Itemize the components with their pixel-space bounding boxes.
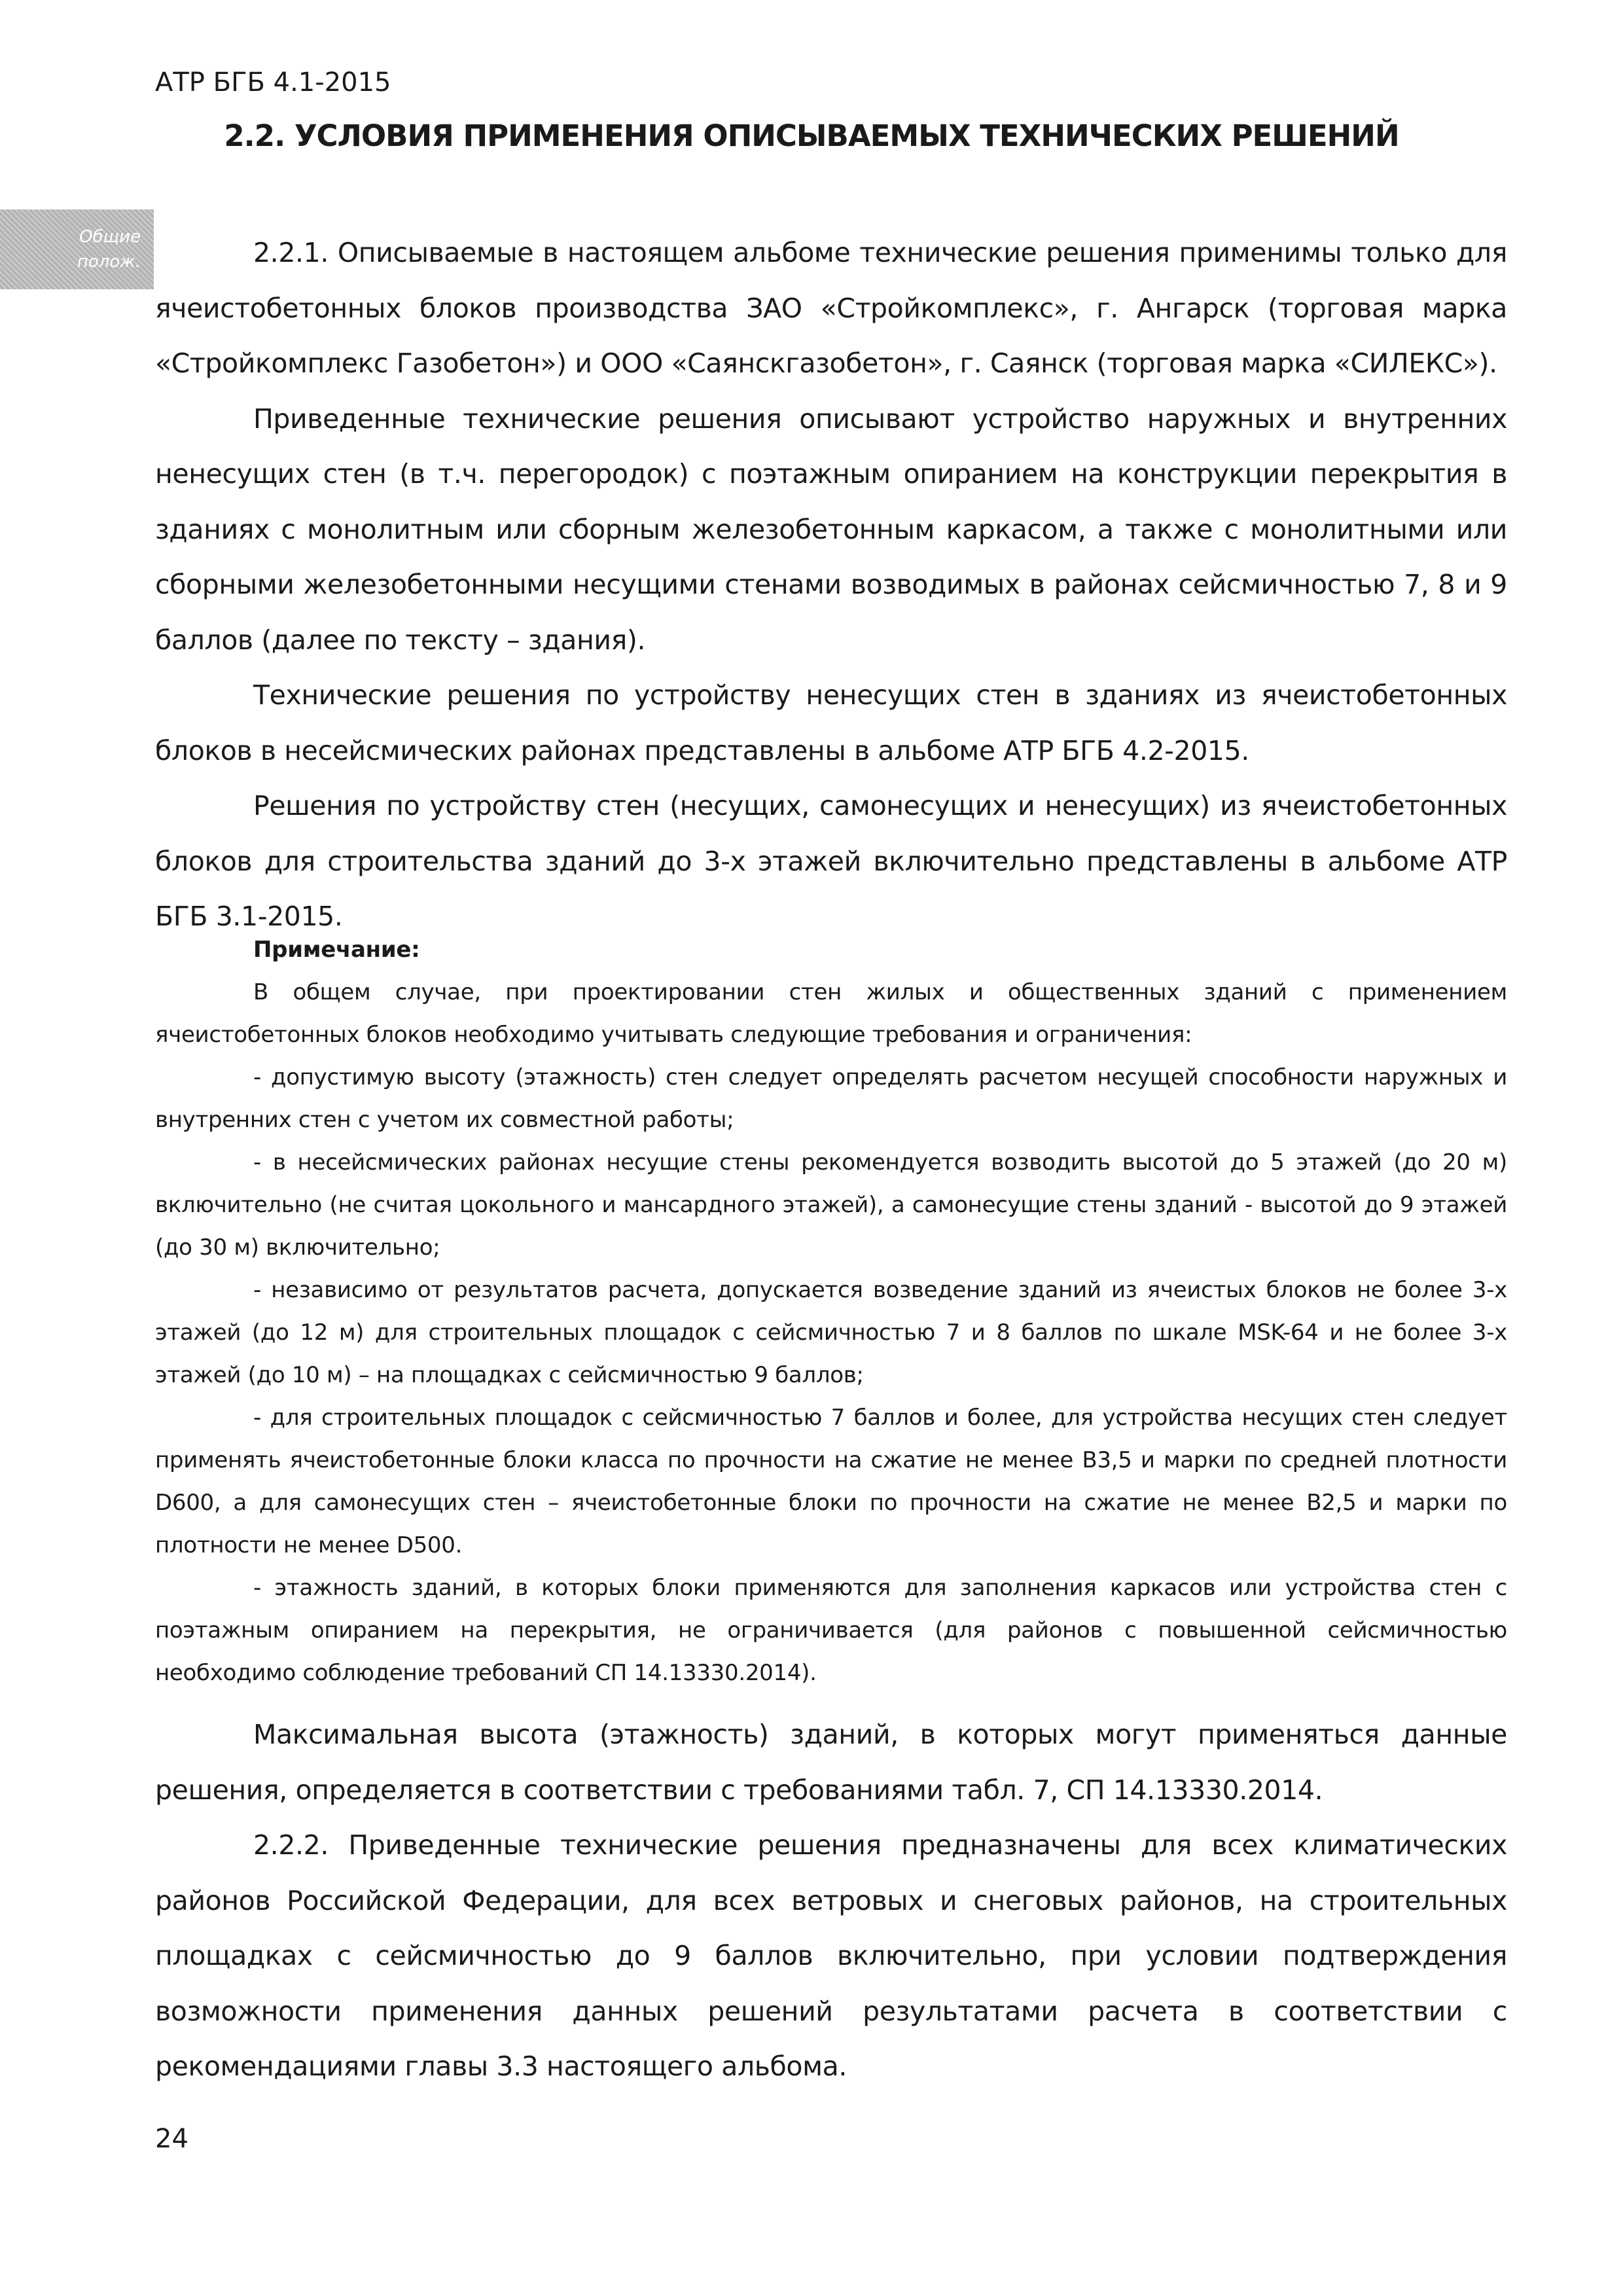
note-item: - допустимую высоту (этажность) стен следует определять расчетом несущей способности наружных и внутренних стен с учетом их совместной работы;	[155, 1064, 1507, 1133]
side-tab-line-1: Общие	[79, 227, 141, 247]
paragraph-2-2-1: 2.2.1. Описываемые в настоящем альбоме технические решения применимы только для ячеистобетонных блоков производства ЗАО «Стройкомплекс», г. Ангарск (торговая марка «Стройкомплекс Газобетон») и ООО «Саянскгазобетон», г. Саянск (торговая марка «СИЛЕКС»).	[155, 237, 1507, 379]
document-id: АТР БГБ 4.1-2015	[155, 67, 391, 98]
paragraph-scope: Приведенные технические решения описывают устройство наружных и внутренних ненесущих стен (в т.ч. перегородок) с поэтажным опиранием на конструкции перекрытия в зданиях с монолитным или сборным железобетонным каркасом, а также с монолитными или сборными железобетонными несущими стенами возводимых в районах сейсмичностью 7, 8 и 9 баллов (далее по тексту – здания).	[155, 403, 1507, 656]
note-title: Примечание:	[253, 937, 420, 963]
section-title: 2.2. УСЛОВИЯ ПРИМЕНЕНИЯ ОПИСЫВАЕМЫХ ТЕХНИЧЕСКИХ РЕШЕНИЙ	[224, 118, 1399, 153]
paragraph-max-height: Максимальная высота (этажность) зданий, в которых могут применяться данные решения, определяется в соответствии с требованиями табл. 7, СП 14.13330.2014.	[155, 1719, 1507, 1806]
body-text-lower	[155, 1707, 1507, 2094]
page-number: 24	[155, 2124, 188, 2154]
note-item: - независимо от результатов расчета, допускается возведение зданий из ячеистых блоков не более 3-х этажей (до 12 м) для строительных площадок с сейсмичностью 7 и 8 баллов по шкале MSK-64 и не более 3-х этажей (до 10 м) – на площадках с сейсмичностью 9 баллов;	[155, 1277, 1507, 1388]
paragraph-low-rise-ref: Решения по устройству стен (несущих, самонесущих и ненесущих) из ячеистобетонных блоков для строительства зданий до 3-х этажей включительно представлены в альбоме АТР БГБ 3.1-2015.	[155, 790, 1507, 932]
paragraph-2-2-2: 2.2.2. Приведенные технические решения предназначены для всех климатических районов Российской Федерации, для всех ветровых и снеговых районов, на строительных площадках с сейсмичностью до 9 баллов включительно, при условии подтверждения возможности применения данных решений результатами расчета в соответствии с рекомендациями главы 3.3 настоящего альбома.	[155, 1829, 1507, 2082]
side-tab-line-2: полож.	[77, 252, 141, 272]
note-item: - для строительных площадок с сейсмичностью 7 баллов и более, для устройства несущих стен следует применять ячеистобетонные блоки класса по прочности на сжатие не менее В3,5 и марки по средней плотности D600, а для самонесущих стен – ячеистобетонные блоки по прочности на сжатие не менее В2,5 и марки по плотности не менее D500.	[155, 1405, 1507, 1558]
note-item: - этажность зданий, в которых блоки применяются для заполнения каркасов или устройства стен с поэтажным опиранием на перекрытия, не ограничивается (для районов с повышенной сейсмичностью необходимо соблюдение требований СП 14.13330.2014).	[155, 1575, 1507, 1686]
note-item: - в несейсмических районах несущие стены рекомендуется возводить высотой до 5 этажей (до 20 м) включительно (не считая цокольного и мансардного этажей), а самонесущие стены зданий - высотой до 9 этажей (до 30 м) включительно;	[155, 1149, 1507, 1261]
body-text-upper	[155, 225, 1507, 944]
note-block	[155, 929, 1507, 1695]
side-tab	[0, 209, 154, 289]
paragraph-nonseismic-ref: Технические решения по устройству ненесущих стен в зданиях из ячеистобетонных блоков в несейсмических районах представлены в альбоме АТР БГБ 4.2-2015.	[155, 679, 1507, 766]
note-intro: В общем случае, при проектировании стен жилых и общественных зданий с применением ячеистобетонных блоков необходимо учитывать следующие требования и ограничения:	[155, 979, 1507, 1048]
